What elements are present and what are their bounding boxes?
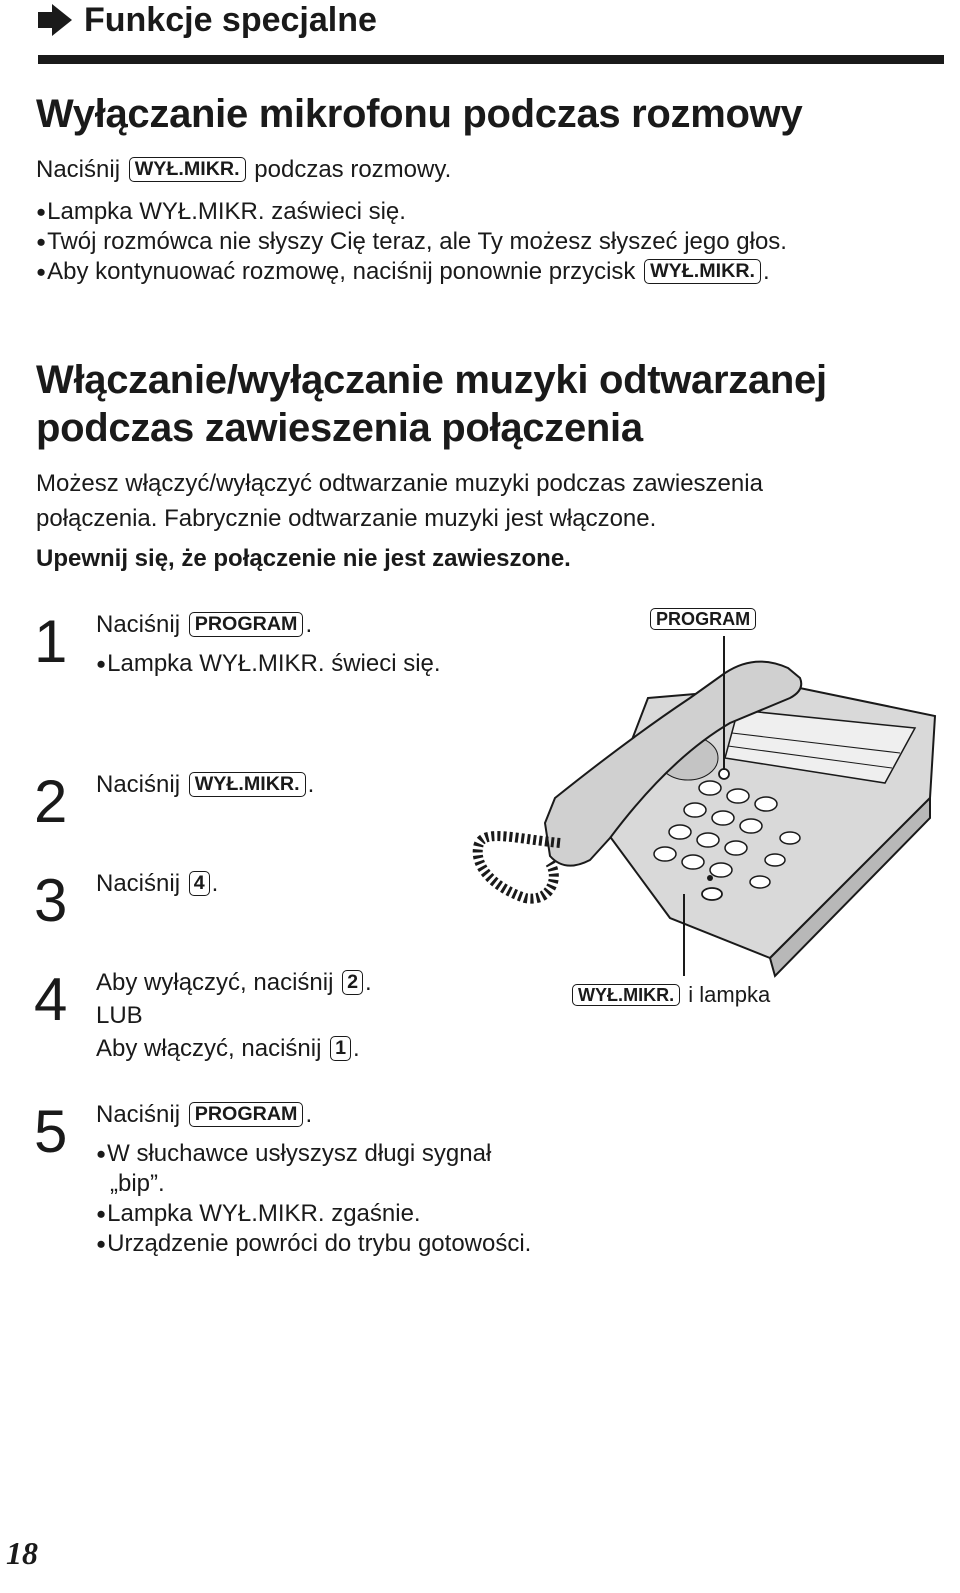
page-number: 18 xyxy=(6,1535,38,1571)
step5-bullet1-line1: ● W słuchawce usłyszysz długi sygnał xyxy=(96,1139,491,1171)
text: i lampka xyxy=(688,982,771,1007)
step5-bullet3: ● Urządzenie powróci do trybu gotowości. xyxy=(96,1229,531,1261)
label-program xyxy=(648,604,758,634)
text: . xyxy=(307,771,315,798)
key-1: 1 xyxy=(330,1036,351,1061)
bullet-text: ● Aby kontynuować rozmowę, naciśnij ponownie przycisk xyxy=(36,258,635,285)
text: . xyxy=(763,258,770,285)
text: . xyxy=(353,1035,360,1062)
mute-button xyxy=(702,888,722,900)
text: Aby wyłączyć, naciśnij xyxy=(96,969,334,996)
step5-line xyxy=(96,1100,312,1130)
section1-bullet3 xyxy=(36,257,770,289)
text: Naciśnij xyxy=(96,1101,181,1128)
text: Naciśnij xyxy=(96,870,181,897)
step5-bullet2: ● Lampka WYŁ.MIKR. zgaśnie. xyxy=(96,1199,421,1231)
key-mute: WYŁ.MIKR. xyxy=(644,259,761,284)
label-mute xyxy=(570,980,770,1010)
key-program: PROGRAM xyxy=(189,612,304,637)
phone-diagram xyxy=(470,598,945,1018)
section1-line1 xyxy=(36,155,451,185)
section2-note: Upewnij się, że połączenie nie jest zawieszone. xyxy=(36,545,571,572)
step1-number: 1 xyxy=(34,608,68,675)
text: . xyxy=(305,611,313,638)
step4-or: LUB xyxy=(96,1002,143,1029)
key-program: PROGRAM xyxy=(650,608,756,631)
header-title: Funkcje specjalne xyxy=(84,1,377,39)
step3-line xyxy=(96,869,218,899)
text: Naciśnij xyxy=(96,771,181,798)
step4-line3 xyxy=(96,1034,360,1064)
section1-title: Wyłączanie mikrofonu podczas rozmowy xyxy=(36,92,803,136)
text: . xyxy=(211,870,219,897)
step5-number: 5 xyxy=(34,1098,68,1165)
text: Naciśnij xyxy=(96,611,181,638)
step4-line1 xyxy=(96,968,372,998)
section1-bullet2: ● Twój rozmówca nie słyszy Cię teraz, ale Ty możesz słyszeć jego głos. xyxy=(36,227,787,259)
arrow-right-icon xyxy=(38,4,72,36)
text: Naciśnij xyxy=(36,156,121,183)
text: podczas rozmowy. xyxy=(254,156,452,183)
step2-number: 2 xyxy=(34,768,68,835)
header-rule xyxy=(38,55,944,64)
key-mute: WYŁ.MIKR. xyxy=(572,984,680,1007)
text: . xyxy=(365,969,372,996)
text: . xyxy=(305,1101,313,1128)
step3-number: 3 xyxy=(34,867,68,934)
section2-title-line1: Włączanie/wyłączanie muzyki odtwarzanej xyxy=(36,358,827,402)
program-button xyxy=(719,769,729,779)
key-mute: WYŁ.MIKR. xyxy=(129,157,246,182)
key-mute: WYŁ.MIKR. xyxy=(189,772,306,797)
step4-number: 4 xyxy=(34,966,68,1033)
section2-para-line2: połączenia. Fabrycznie odtwarzanie muzyki jest włączone. xyxy=(36,505,657,532)
step1-line xyxy=(96,610,312,640)
step1-bullet: ● Lampka WYŁ.MIKR. świeci się. xyxy=(96,649,441,681)
step5-bullet1-line2: „bip”. xyxy=(110,1170,165,1197)
section1-bullet1: ● Lampka WYŁ.MIKR. zaświeci się. xyxy=(36,197,406,229)
key-4: 4 xyxy=(189,871,210,896)
key-program: PROGRAM xyxy=(189,1102,304,1127)
section2-title-line2: podczas zawieszenia połączenia xyxy=(36,406,643,450)
step2-line xyxy=(96,770,314,800)
section2-para-line1: Możesz włączyć/wyłączyć odtwarzanie muzyki podczas zawieszenia xyxy=(36,470,763,497)
mute-lamp xyxy=(707,875,713,881)
text: Aby włączyć, naciśnij xyxy=(96,1035,322,1062)
key-2: 2 xyxy=(342,970,363,995)
